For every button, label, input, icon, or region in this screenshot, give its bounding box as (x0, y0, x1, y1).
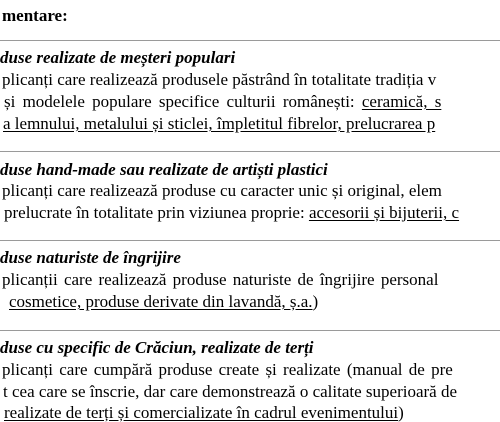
section-heading: duse realizate de meșteri populari (0, 48, 236, 67)
section-text-line: t cea care se înscrie, dar care demonstrează o calitate superioară de (3, 382, 458, 401)
section-divider (0, 40, 500, 41)
section-divider (0, 240, 500, 241)
section-divider (0, 151, 500, 152)
section-heading: duse hand-made sau realizate de artiști plastici (0, 160, 328, 179)
section-text-line: a lemnului, metalului și sticlei, împletitul fibrelor, prelucrarea p (3, 114, 436, 133)
section-text-line: plicanți care cumpără produse create și realizate (manual de pre (2, 360, 453, 379)
section-text-line: plicanții care realizează produse naturiste de îngrijire personal (2, 270, 439, 289)
section-text-line: cosmetice, produse derivate din lavandă, ș.a.) (9, 292, 319, 311)
section-text-line: realizate de terți și comercializate în cadrul evenimentului) (4, 403, 404, 422)
section-divider (0, 330, 500, 331)
document-title: mentare: (2, 6, 68, 25)
section-text-line: plicanți care realizează produse cu caracter unic și original, elem (2, 181, 442, 200)
section-text-line: și modelele populare specifice culturii românești: ceramică, s (4, 92, 442, 111)
section-text-line: plicanți care realizează produsele păstrând în totalitate tradiția v (2, 70, 437, 89)
section-text-line: prelucrate în totalitate prin viziunea proprie: accesorii și bijuterii, c (4, 203, 460, 222)
section-heading: duse cu specific de Crăciun, realizate de terți (0, 338, 314, 357)
section-heading: duse naturiste de îngrijire (0, 248, 181, 267)
